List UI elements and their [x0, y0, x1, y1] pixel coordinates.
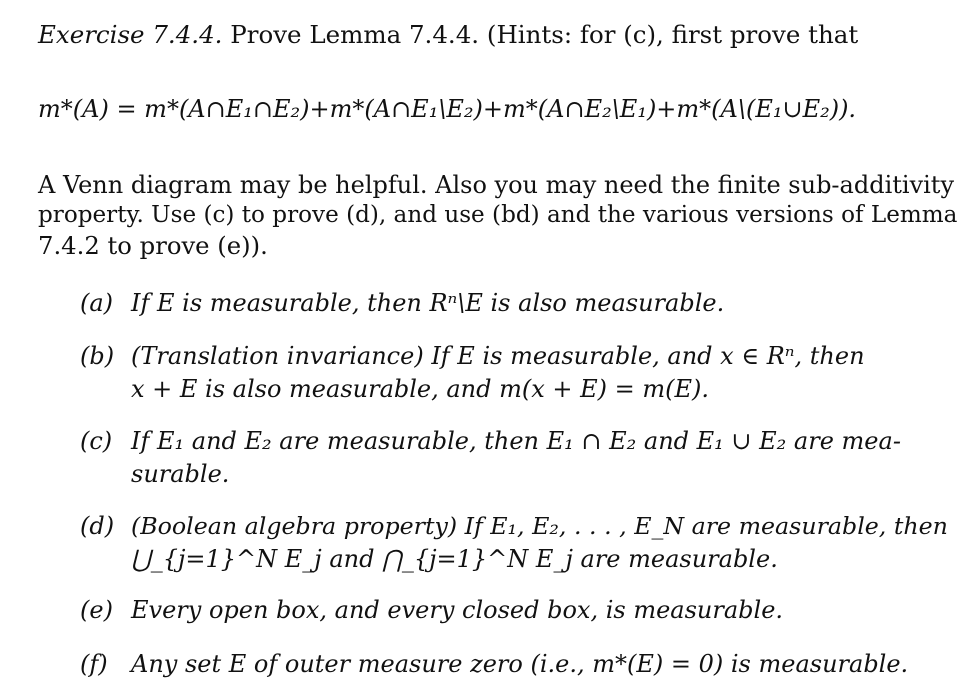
- item-a-label: (a): [80, 289, 114, 317]
- item-b-line-1: (Translation invariance) If E is measurable, and x ∈ Rⁿ, then: [131, 342, 865, 370]
- exercise-heading: [38, 20, 858, 50]
- item-c-line-2: surable.: [131, 460, 230, 488]
- item-a-line-1: If E is measurable, then Rⁿ\E is also measurable.: [131, 289, 725, 317]
- item-b-line-2: x + E is also measurable, and m(x + E) = m(E).: [131, 375, 710, 403]
- item-b-label: (b): [80, 342, 115, 370]
- exercise-intro: Prove Lemma 7.4.4. (Hints: for (c), first prove that: [230, 20, 859, 49]
- item-d-line-2: ⋃_{j=1}^N E_j and ⋂_{j=1}^N E_j are measurable.: [131, 545, 778, 573]
- item-e-line-1: Every open box, and every closed box, is measurable.: [131, 596, 784, 624]
- item-c-label: (c): [80, 427, 113, 455]
- item-c-line-1: If E₁ and E₂ are measurable, then E₁ ∩ E₂ and E₁ ∪ E₂ are mea-: [131, 427, 901, 455]
- paragraph-line-3: 7.4.2 to prove (e)).: [38, 231, 268, 260]
- exercise-label: Exercise 7.4.4.: [38, 20, 223, 49]
- item-d-line-1: (Boolean algebra property) If E₁, E₂, . . . , E_N are measurable, then: [131, 512, 948, 540]
- item-f-label: (f): [80, 650, 108, 678]
- item-d-label: (d): [80, 512, 115, 540]
- formula-text: m*(A) = m*(A∩E₁∩E₂)+m*(A∩E₁\E₂)+m*(A∩E₂\E₁)+m*(A\(E₁∪E₂)).: [38, 95, 857, 123]
- paragraph-line-2: property. Use (c) to prove (d), and use (bd) and the various versions of Lemma: [38, 202, 958, 228]
- item-e-label: (e): [80, 596, 113, 624]
- item-f-line-1: Any set E of outer measure zero (i.e., m*(E) = 0) is measurable.: [131, 650, 909, 678]
- paragraph-line-1: A Venn diagram may be helpful. Also you may need the finite sub-additivity: [38, 171, 955, 199]
- display-formula: [38, 94, 856, 124]
